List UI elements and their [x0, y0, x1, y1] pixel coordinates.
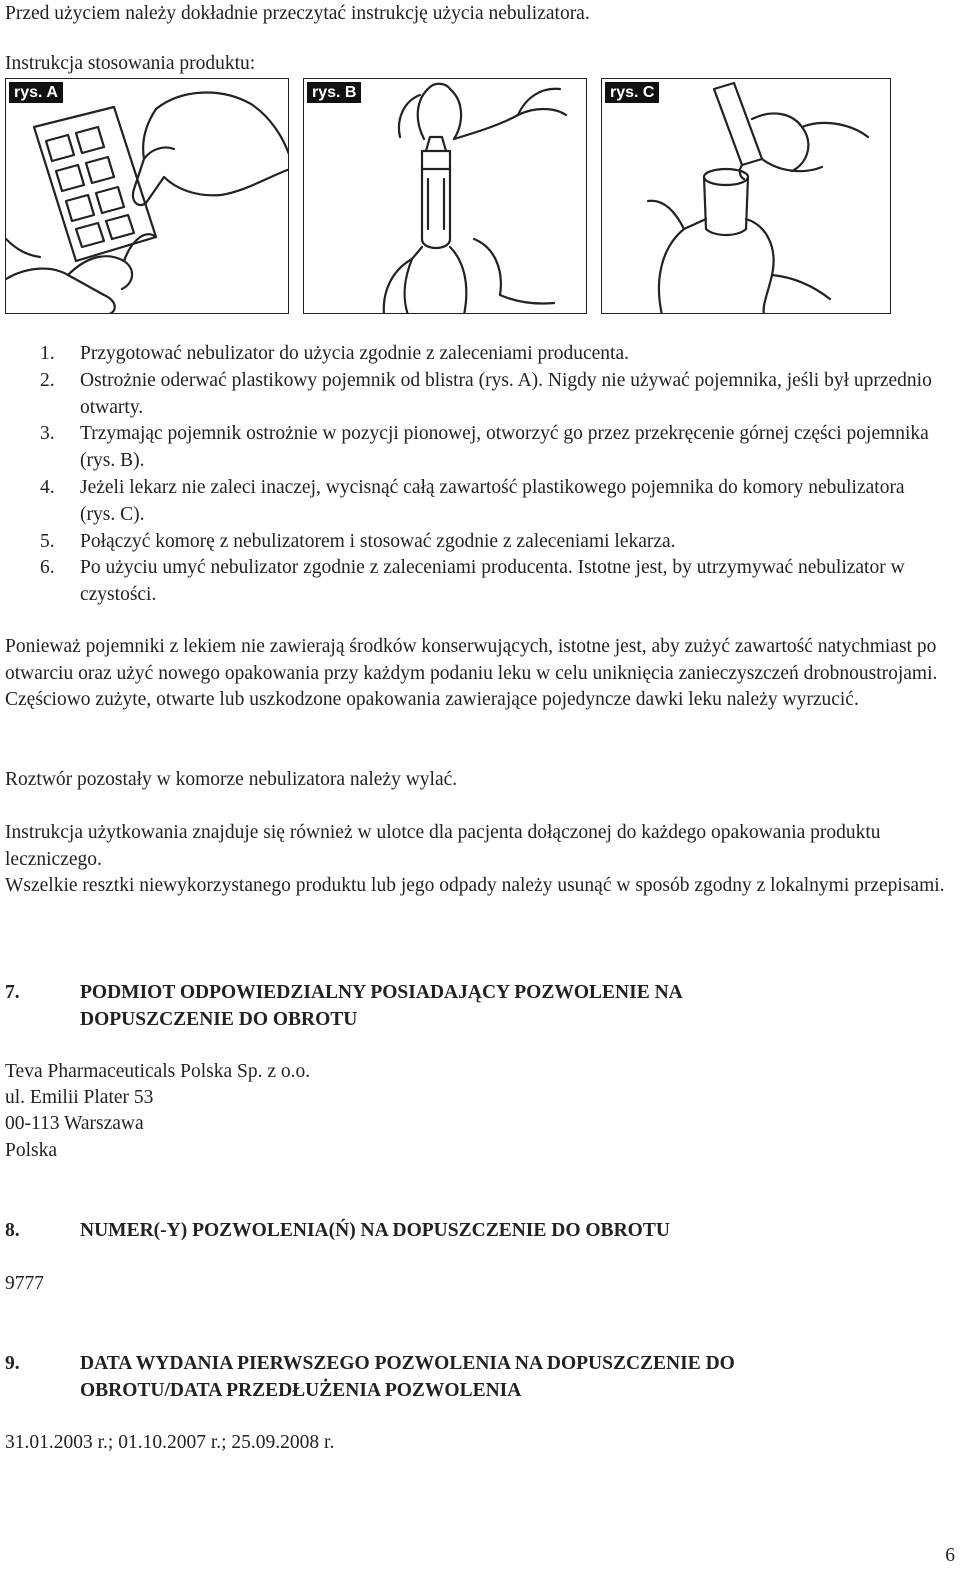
step-4-number: 4. [40, 477, 55, 498]
instructions-heading: Instrukcja stosowania produktu: [5, 53, 256, 74]
section-7-number: 7. [5, 982, 20, 1003]
figure-b [303, 78, 587, 314]
preservatives-paragraph: Ponieważ pojemniki z lekiem nie zawierają środków konserwujących, istotne jest, aby zużyć zawartość natychmiast po otwarciu oraz użyć nowego opakowania przy każdym podaniu leku w celu uniknięcia zanieczyszczeń drobnoustrojami. Częściowo zużyte, otwarte lub uszkodzone opakowania zawierające pojedyncze dawki leku należy wyrzucić. [5, 636, 938, 710]
step-3-number: 3. [40, 423, 55, 444]
intro-text: Przed użyciem należy dokładnie przeczytać instrukcję użycia nebulizatora. [5, 3, 590, 24]
step-3-text: Trzymając pojemnik ostrożnie w pozycji pionowej, otworzyć go przez przekręcenie górnej części pojemnika (rys. B). [80, 423, 929, 471]
address-street: ul. Emilii Plater 53 [5, 1087, 154, 1108]
section-9-number: 9. [5, 1353, 20, 1374]
authorization-dates: 31.01.2003 r.; 01.10.2007 r.; 25.09.2008 r. [5, 1432, 335, 1453]
figure-c [601, 78, 891, 314]
figure-b-label: rys. B [307, 82, 361, 103]
address-city: 00-113 Warszawa [5, 1113, 144, 1134]
section-8-number: 8. [5, 1220, 20, 1241]
step-6-number: 6. [40, 557, 55, 578]
step-1-text: Przygotować nebulizator do użycia zgodnie z zaleceniami producenta. [80, 343, 630, 364]
figure-a [5, 78, 289, 314]
twist-open-container-illustration [304, 79, 587, 314]
step-6-text: Po użyciu umyć nebulizator zgodnie z zaleceniami producenta. Istotne jest, by utrzymywać nebulizator w czystości. [80, 557, 905, 605]
section-9-title: DATA WYDANIA PIERWSZEGO POZWOLENIA NA DOPUSZCZENIE DO OBROTU/DATA PRZEDŁUŻENIA POZWOLENIA [80, 1353, 735, 1401]
section-8-title: NUMER(-Y) POZWOLENIA(Ń) NA DOPUSZCZENIE DO OBROTU [80, 1220, 670, 1241]
address-country: Polska [5, 1140, 58, 1161]
step-1-number: 1. [40, 343, 55, 364]
authorization-number: 9777 [5, 1273, 44, 1294]
step-5-number: 5. [40, 531, 55, 552]
figure-c-label: rys. C [605, 82, 659, 103]
leaflet-paragraph: Instrukcja użytkowania znajduje się również w ulotce dla pacjenta dołączonej do każdego opakowania produktu leczniczego. [5, 822, 881, 870]
step-4-text: Jeżeli lekarz nie zaleci inaczej, wycisnąć całą zawartość plastikowego pojemnika do komory nebulizatora (rys. C). [80, 477, 905, 525]
remaining-solution-paragraph: Roztwór pozostały w komorze nebulizatora należy wylać. [5, 769, 458, 790]
disposal-paragraph: Wszelkie resztki niewykorzystanego produktu lub jego odpady należy usunąć w sposób zgodny z lokalnymi przepisami. [5, 875, 945, 896]
page-number: 6 [945, 1545, 955, 1566]
address-company: Teva Pharmaceuticals Polska Sp. z o.o. [5, 1061, 311, 1082]
figure-a-label: rys. A [9, 82, 63, 103]
step-5-text: Połączyć komorę z nebulizatorem i stosować zgodnie z zaleceniami lekarza. [80, 531, 676, 552]
step-2-text: Ostrożnie oderwać plastikowy pojemnik od blistra (rys. A). Nigdy nie używać pojemnika, jeśli był uprzednio otwarty. [80, 370, 932, 418]
squeeze-into-nebulizer-illustration [602, 79, 891, 314]
section-7-title: PODMIOT ODPOWIEDZIALNY POSIADAJĄCY POZWOLENIE NA DOPUSZCZENIE DO OBROTU [80, 982, 682, 1030]
step-2-number: 2. [40, 370, 55, 391]
blister-hands-illustration [6, 79, 289, 314]
